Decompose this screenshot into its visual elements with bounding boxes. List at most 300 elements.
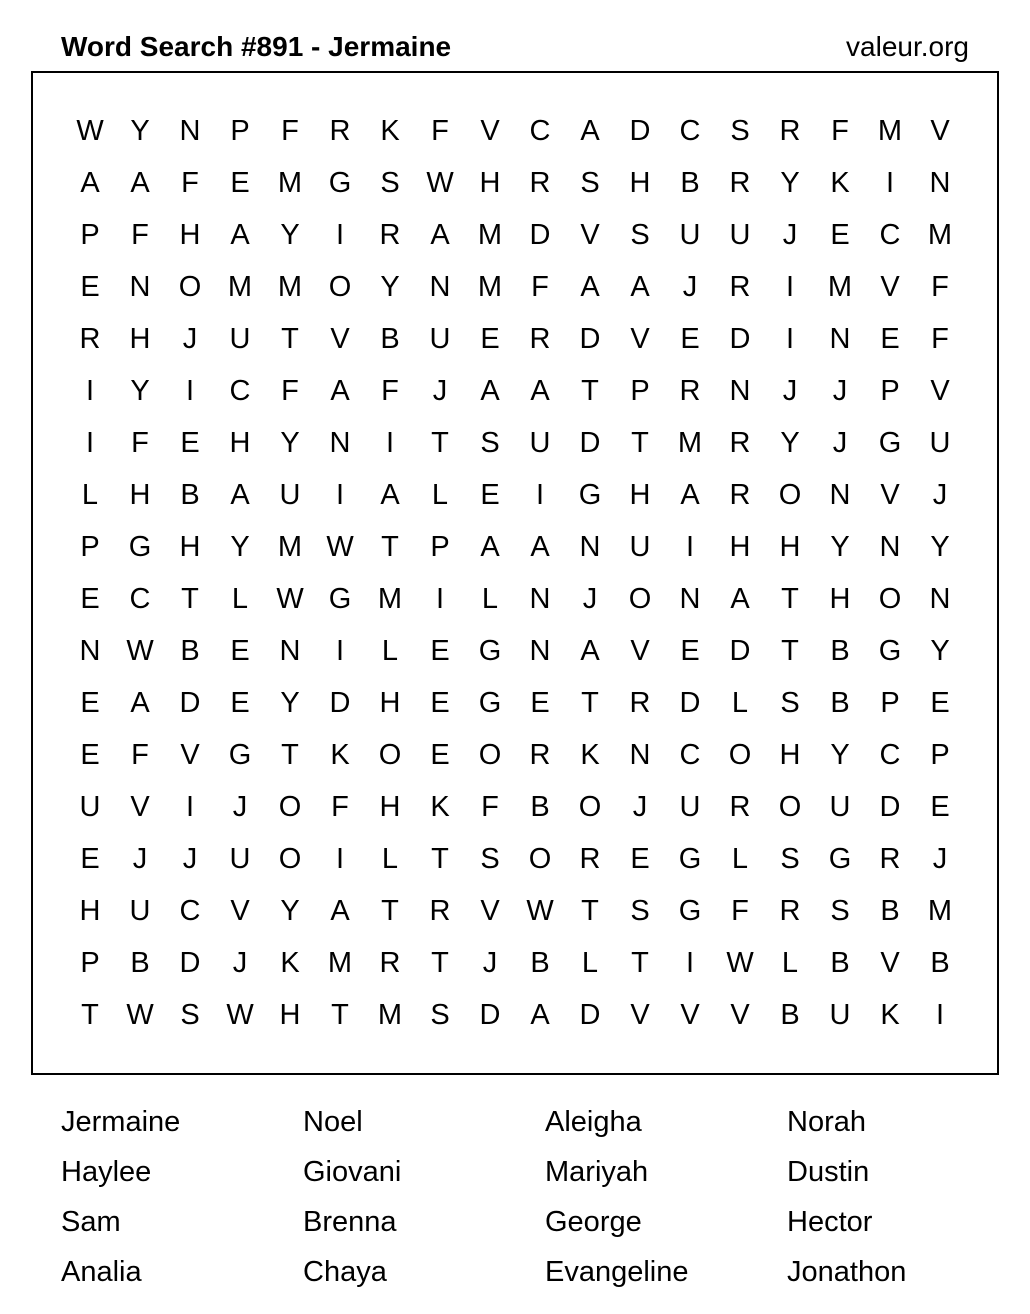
grid-letter: A — [730, 583, 750, 615]
grid-letter: R — [529, 739, 551, 771]
grid-letter: G — [128, 531, 152, 563]
grid-letter: V — [630, 999, 650, 1031]
grid-letter: P — [630, 375, 650, 407]
grid-letter: P — [880, 687, 900, 719]
grid-letter: Y — [830, 739, 850, 771]
grid-letter: Y — [230, 531, 250, 563]
grid-letter: N — [279, 635, 301, 667]
grid-letter: V — [130, 791, 150, 823]
grid-letter: I — [785, 323, 795, 355]
grid-letter: E — [430, 635, 450, 667]
grid-letter: I — [335, 479, 345, 511]
grid-letter: F — [531, 271, 549, 303]
grid-letter: R — [879, 843, 901, 875]
grid-letter: B — [830, 635, 850, 667]
grid-letter: R — [729, 427, 751, 459]
grid-letter: A — [130, 167, 150, 199]
grid-letter: J — [232, 791, 248, 823]
word-list-item: Dustin — [787, 1156, 870, 1188]
grid-letter: Y — [130, 375, 150, 407]
grid-letter: M — [477, 219, 503, 251]
grid-letter: J — [832, 427, 848, 459]
grid-letter: E — [230, 635, 250, 667]
grid-letter: E — [80, 583, 100, 615]
word-list-item: Mariyah — [545, 1156, 649, 1188]
grid-letter: R — [629, 687, 651, 719]
grid-letter: S — [180, 999, 200, 1031]
grid-letter: B — [530, 791, 550, 823]
grid-letter: Y — [280, 687, 300, 719]
grid-letter: E — [430, 687, 450, 719]
grid-letter: T — [431, 427, 449, 459]
grid-letter: J — [582, 583, 598, 615]
grid-letter: H — [779, 531, 801, 563]
grid-letter: N — [879, 531, 901, 563]
grid-letter: S — [780, 843, 800, 875]
grid-letter: B — [830, 947, 850, 979]
grid-letter: T — [81, 999, 99, 1031]
puzzle-frame — [31, 71, 999, 1075]
grid-letter: R — [779, 115, 801, 147]
grid-letter: G — [678, 895, 702, 927]
grid-letter: F — [931, 271, 949, 303]
grid-letter: U — [629, 531, 651, 563]
grid-letter: O — [778, 479, 802, 511]
grid-letter: S — [730, 115, 750, 147]
grid-letter: O — [728, 739, 752, 771]
grid-letter: A — [80, 167, 100, 199]
grid-letter: G — [878, 635, 902, 667]
grid-letter: B — [880, 895, 900, 927]
grid-letter: I — [885, 167, 895, 199]
grid-letter: M — [477, 271, 503, 303]
grid-letter: A — [130, 687, 150, 719]
word-list-item: Giovani — [303, 1156, 402, 1188]
word-list-item: Norah — [787, 1106, 866, 1138]
grid-letter: M — [927, 219, 953, 251]
grid-letter: W — [226, 999, 254, 1031]
grid-letter: S — [630, 895, 650, 927]
grid-letter: R — [729, 791, 751, 823]
grid-letter: L — [731, 687, 749, 719]
grid-letter: V — [630, 323, 650, 355]
grid-letter: K — [580, 739, 600, 771]
grid-letter: E — [880, 323, 900, 355]
grid-letter: W — [126, 635, 154, 667]
grid-letter: J — [782, 219, 798, 251]
grid-letter: U — [129, 895, 151, 927]
grid-letter: S — [480, 843, 500, 875]
grid-letter: V — [180, 739, 200, 771]
grid-letter: N — [179, 115, 201, 147]
grid-letter: D — [729, 323, 751, 355]
grid-letter: R — [779, 895, 801, 927]
grid-letter: T — [631, 427, 649, 459]
grid-letter: L — [231, 583, 249, 615]
grid-letter: W — [126, 999, 154, 1031]
grid-letter: N — [629, 739, 651, 771]
grid-letter: E — [80, 271, 100, 303]
grid-letter: L — [381, 843, 399, 875]
grid-letter: R — [379, 219, 401, 251]
grid-letter: F — [831, 115, 849, 147]
grid-letter: A — [430, 219, 450, 251]
grid-letter: A — [680, 479, 700, 511]
grid-letter: M — [377, 583, 403, 615]
grid-letter: N — [829, 479, 851, 511]
grid-letter: D — [579, 999, 601, 1031]
grid-letter: E — [80, 739, 100, 771]
grid-letter: A — [530, 999, 550, 1031]
grid-letter: V — [880, 479, 900, 511]
grid-letter: T — [781, 635, 799, 667]
grid-letter: S — [380, 167, 400, 199]
grid-letter: T — [381, 531, 399, 563]
grid-letter: N — [679, 583, 701, 615]
grid-letter: J — [782, 375, 798, 407]
grid-letter: O — [378, 739, 402, 771]
grid-letter: A — [580, 271, 600, 303]
grid-letter: F — [381, 375, 399, 407]
grid-letter: R — [529, 167, 551, 199]
grid-letter: B — [780, 999, 800, 1031]
grid-letter: G — [328, 583, 352, 615]
grid-letter: N — [729, 375, 751, 407]
letter-grid — [65, 105, 965, 1041]
grid-letter: G — [478, 635, 502, 667]
grid-letter: N — [529, 583, 551, 615]
grid-letter: E — [530, 687, 550, 719]
grid-letter: E — [630, 843, 650, 875]
grid-letter: J — [182, 843, 198, 875]
grid-letter: V — [930, 375, 950, 407]
grid-letter: O — [178, 271, 202, 303]
grid-letter: M — [677, 427, 703, 459]
grid-letter: M — [927, 895, 953, 927]
grid-letter: K — [330, 739, 350, 771]
grid-letter: M — [877, 115, 903, 147]
grid-letter: D — [679, 687, 701, 719]
grid-letter: F — [281, 375, 299, 407]
grid-letter: W — [326, 531, 354, 563]
grid-letter: H — [629, 167, 651, 199]
grid-letter: W — [76, 115, 104, 147]
word-list-item: Evangeline — [545, 1256, 689, 1288]
word-list-item: Aleigha — [545, 1106, 642, 1138]
grid-letter: V — [880, 271, 900, 303]
grid-letter: B — [830, 687, 850, 719]
grid-letter: U — [829, 999, 851, 1031]
grid-letter: V — [680, 999, 700, 1031]
grid-letter: U — [829, 791, 851, 823]
grid-letter: D — [179, 947, 201, 979]
grid-letter: M — [377, 999, 403, 1031]
grid-letter: J — [482, 947, 498, 979]
grid-letter: G — [228, 739, 252, 771]
grid-letter: A — [480, 375, 500, 407]
grid-letter: H — [79, 895, 101, 927]
grid-letter: D — [329, 687, 351, 719]
grid-letter: M — [277, 167, 303, 199]
grid-letter: F — [481, 791, 499, 823]
word-list-item: Jermaine — [61, 1106, 181, 1138]
grid-letter: U — [679, 791, 701, 823]
grid-letter: O — [528, 843, 552, 875]
grid-letter: P — [230, 115, 250, 147]
grid-letter: F — [131, 739, 149, 771]
grid-letter: E — [680, 635, 700, 667]
grid-letter: E — [930, 687, 950, 719]
grid-letter: D — [479, 999, 501, 1031]
grid-letter: D — [579, 427, 601, 459]
grid-letter: W — [276, 583, 304, 615]
grid-letter: U — [729, 219, 751, 251]
word-list — [61, 1097, 1029, 1297]
grid-letter: P — [880, 375, 900, 407]
grid-letter: S — [630, 219, 650, 251]
grid-letter: J — [132, 843, 148, 875]
grid-letter: S — [780, 687, 800, 719]
grid-letter: H — [779, 739, 801, 771]
grid-letter: I — [85, 427, 95, 459]
grid-letter: S — [430, 999, 450, 1031]
grid-letter: T — [581, 375, 599, 407]
grid-letter: H — [279, 999, 301, 1031]
grid-letter: N — [929, 167, 951, 199]
grid-letter: I — [85, 375, 95, 407]
grid-letter: T — [431, 947, 449, 979]
grid-letter: R — [529, 323, 551, 355]
grid-letter: L — [481, 583, 499, 615]
grid-letter: D — [179, 687, 201, 719]
grid-letter: Y — [280, 219, 300, 251]
grid-letter: R — [579, 843, 601, 875]
grid-letter: R — [79, 323, 101, 355]
grid-letter: I — [785, 271, 795, 303]
grid-letter: I — [535, 479, 545, 511]
grid-letter: A — [380, 479, 400, 511]
word-list-item: Haylee — [61, 1156, 152, 1188]
grid-letter: V — [930, 115, 950, 147]
grid-letter: J — [432, 375, 448, 407]
grid-letter: A — [530, 375, 550, 407]
grid-letter: Y — [280, 427, 300, 459]
grid-letter: T — [581, 895, 599, 927]
grid-letter: I — [685, 531, 695, 563]
grid-letter: D — [729, 635, 751, 667]
grid-letter: W — [526, 895, 554, 927]
grid-letter: A — [330, 375, 350, 407]
puzzle-title: Word Search #891 - Jermaine — [61, 31, 452, 62]
grid-letter: T — [581, 687, 599, 719]
grid-letter: T — [331, 999, 349, 1031]
grid-letter: L — [381, 635, 399, 667]
grid-letter: I — [335, 635, 345, 667]
grid-letter: N — [829, 323, 851, 355]
grid-letter: C — [879, 739, 901, 771]
grid-letter: L — [781, 947, 799, 979]
grid-letter: I — [385, 427, 395, 459]
grid-letter: B — [130, 947, 150, 979]
grid-letter: Y — [830, 531, 850, 563]
grid-letter: J — [632, 791, 648, 823]
grid-letter: U — [929, 427, 951, 459]
word-list-item: Brenna — [303, 1206, 397, 1238]
grid-letter: H — [629, 479, 651, 511]
grid-letter: A — [580, 635, 600, 667]
grid-letter: N — [79, 635, 101, 667]
grid-letter: N — [529, 635, 551, 667]
grid-letter: T — [781, 583, 799, 615]
grid-letter: T — [281, 739, 299, 771]
grid-letter: V — [630, 635, 650, 667]
grid-letter: D — [529, 219, 551, 251]
grid-letter: K — [880, 999, 900, 1031]
grid-letter: F — [731, 895, 749, 927]
grid-letter: G — [678, 843, 702, 875]
grid-letter: T — [381, 895, 399, 927]
grid-letter: I — [685, 947, 695, 979]
grid-letter: R — [729, 167, 751, 199]
grid-letter: O — [328, 271, 352, 303]
grid-letter: O — [478, 739, 502, 771]
grid-letter: Y — [130, 115, 150, 147]
grid-letter: B — [530, 947, 550, 979]
grid-letter: G — [828, 843, 852, 875]
grid-letter: H — [729, 531, 751, 563]
grid-letter: A — [230, 479, 250, 511]
grid-letter: I — [335, 843, 345, 875]
word-list-item: Hector — [787, 1206, 873, 1238]
grid-letter: V — [480, 895, 500, 927]
grid-letter: S — [580, 167, 600, 199]
grid-letter: L — [81, 479, 99, 511]
grid-letter: A — [630, 271, 650, 303]
grid-letter: E — [480, 323, 500, 355]
grid-letter: U — [229, 843, 251, 875]
grid-letter: R — [329, 115, 351, 147]
grid-letter: T — [631, 947, 649, 979]
grid-letter: N — [129, 271, 151, 303]
grid-letter: G — [878, 427, 902, 459]
grid-letter: H — [829, 583, 851, 615]
grid-letter: Y — [930, 531, 950, 563]
grid-letter: C — [879, 219, 901, 251]
grid-letter: O — [578, 791, 602, 823]
grid-letter: P — [80, 219, 100, 251]
grid-letter: K — [280, 947, 300, 979]
grid-letter: R — [429, 895, 451, 927]
grid-letter: U — [279, 479, 301, 511]
grid-letter: F — [131, 427, 149, 459]
grid-letter: U — [229, 323, 251, 355]
grid-letter: E — [430, 739, 450, 771]
grid-letter: E — [480, 479, 500, 511]
grid-letter: I — [935, 999, 945, 1031]
grid-letter: C — [179, 895, 201, 927]
grid-letter: F — [131, 219, 149, 251]
grid-letter: L — [581, 947, 599, 979]
grid-letter: S — [480, 427, 500, 459]
grid-letter: A — [330, 895, 350, 927]
grid-letter: F — [431, 115, 449, 147]
grid-letter: Y — [780, 427, 800, 459]
grid-letter: E — [230, 167, 250, 199]
grid-letter: F — [331, 791, 349, 823]
grid-letter: Y — [380, 271, 400, 303]
grid-letter: F — [281, 115, 299, 147]
grid-letter: T — [431, 843, 449, 875]
grid-letter: S — [830, 895, 850, 927]
grid-letter: J — [832, 375, 848, 407]
grid-letter: M — [827, 271, 853, 303]
grid-letter: H — [479, 167, 501, 199]
grid-letter: P — [430, 531, 450, 563]
grid-letter: I — [185, 791, 195, 823]
grid-letter: U — [429, 323, 451, 355]
grid-letter: U — [79, 791, 101, 823]
grid-letter: C — [679, 739, 701, 771]
word-list-item: Chaya — [303, 1256, 387, 1288]
grid-letter: J — [932, 479, 948, 511]
grid-letter: A — [230, 219, 250, 251]
grid-letter: R — [729, 271, 751, 303]
grid-letter: R — [379, 947, 401, 979]
grid-letter: N — [429, 271, 451, 303]
grid-letter: E — [230, 687, 250, 719]
grid-letter: J — [932, 843, 948, 875]
grid-letter: F — [181, 167, 199, 199]
grid-letter: H — [379, 687, 401, 719]
grid-letter: B — [180, 479, 200, 511]
grid-letter: E — [80, 843, 100, 875]
grid-letter: K — [380, 115, 400, 147]
grid-letter: L — [731, 843, 749, 875]
grid-letter: G — [578, 479, 602, 511]
grid-letter: C — [229, 375, 251, 407]
grid-letter: R — [679, 375, 701, 407]
grid-letter: O — [278, 843, 302, 875]
grid-letter: V — [230, 895, 250, 927]
word-list-item: George — [545, 1206, 642, 1238]
grid-letter: P — [80, 531, 100, 563]
grid-letter: F — [931, 323, 949, 355]
grid-letter: N — [579, 531, 601, 563]
grid-letter: G — [328, 167, 352, 199]
grid-letter: D — [579, 323, 601, 355]
grid-letter: H — [379, 791, 401, 823]
grid-letter: U — [529, 427, 551, 459]
word-list-item: Analia — [61, 1256, 142, 1288]
grid-letter: C — [529, 115, 551, 147]
grid-letter: H — [179, 219, 201, 251]
grid-letter: O — [278, 791, 302, 823]
grid-letter: M — [277, 531, 303, 563]
grid-letter: E — [830, 219, 850, 251]
grid-letter: M — [277, 271, 303, 303]
grid-letter: Y — [930, 635, 950, 667]
grid-letter: V — [330, 323, 350, 355]
grid-letter: K — [430, 791, 450, 823]
grid-letter: O — [628, 583, 652, 615]
grid-letter: A — [480, 531, 500, 563]
grid-letter: I — [335, 219, 345, 251]
grid-letter: T — [181, 583, 199, 615]
grid-letter: Y — [280, 895, 300, 927]
grid-letter: Y — [780, 167, 800, 199]
grid-letter: P — [80, 947, 100, 979]
grid-letter: J — [182, 323, 198, 355]
